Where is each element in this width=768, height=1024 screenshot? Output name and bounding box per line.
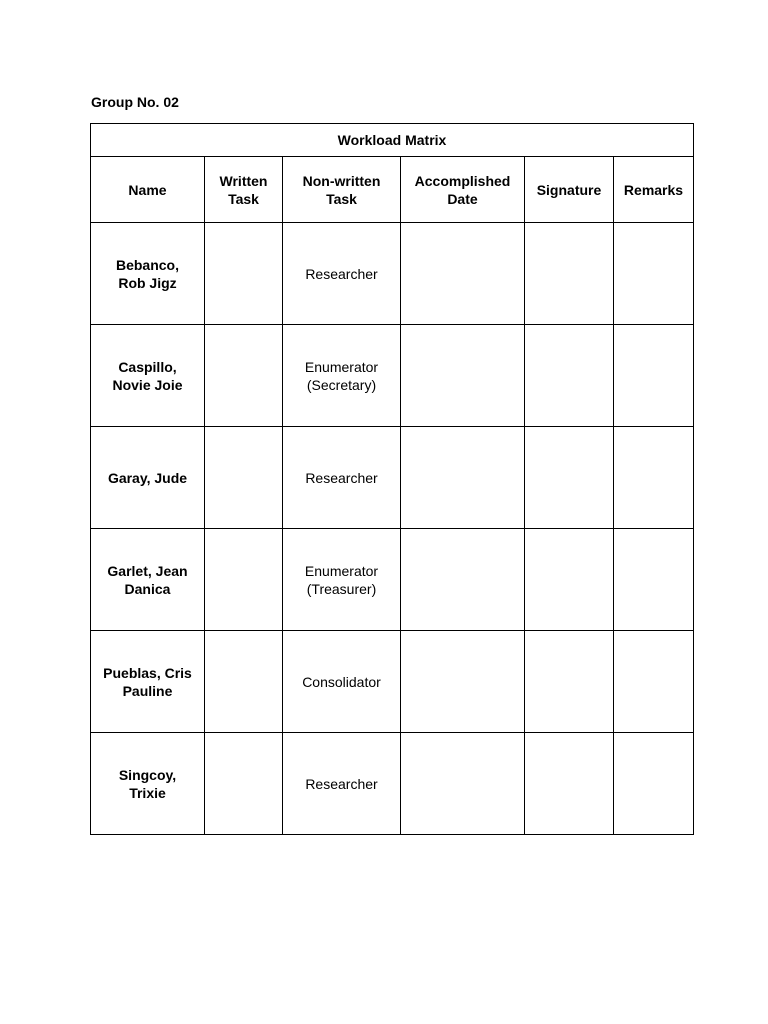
non-written-task-cell [283,631,401,733]
accomplished-date-cell [401,529,525,631]
column-header-non-written-task [283,157,401,223]
task-line: Researcher [305,265,378,282]
written-task-cell [205,223,283,325]
accomplished-date-cell [401,733,525,835]
header-line: Non-written [302,172,381,189]
column-header-remarks [614,157,694,223]
header-line: Written [219,172,268,189]
column-header-signature [525,157,614,223]
name-line: Pauline [122,682,173,699]
remarks-cell [614,631,694,733]
accomplished-date-cell [401,427,525,529]
name-line: Garlet, Jean [107,562,188,579]
non-written-task-cell [283,325,401,427]
remarks-cell [614,325,694,427]
non-written-task-cell [283,427,401,529]
name-cell [91,427,205,529]
header-line: Date [447,190,478,207]
signature-cell [525,223,614,325]
header-line: Accomplished [414,172,511,189]
name-line: Rob Jigz [118,274,177,291]
task-line: (Treasurer) [306,580,377,597]
name-line: Novie Joie [112,376,183,393]
accomplished-date-cell [401,631,525,733]
table-header-row [91,157,694,223]
task-line: Researcher [305,469,378,486]
name-line: Trixie [129,784,166,801]
name-cell [91,223,205,325]
header-line: Signature [536,181,602,198]
written-task-cell [205,733,283,835]
table-row [91,631,694,733]
table-row [91,427,694,529]
task-line: Enumerator [304,562,379,579]
accomplished-date-cell [401,325,525,427]
name-cell [91,631,205,733]
table-title: Workload Matrix [91,124,694,157]
task-line: Enumerator [304,358,379,375]
remarks-cell [614,733,694,835]
written-task-cell [205,631,283,733]
header-line: Task [326,190,357,207]
signature-cell [525,427,614,529]
remarks-cell [614,427,694,529]
table-row [91,529,694,631]
non-written-task-cell [283,529,401,631]
written-task-cell [205,529,283,631]
workload-matrix-table [90,123,694,835]
name-line: Caspillo, [118,358,177,375]
non-written-task-cell [283,733,401,835]
signature-cell [525,325,614,427]
signature-cell [525,529,614,631]
name-line: Bebanco, [115,256,179,273]
column-header-accomplished-date [401,157,525,223]
name-line: Singcoy, [118,766,177,783]
name-line: Danica [124,580,171,597]
name-cell [91,325,205,427]
remarks-cell [614,529,694,631]
written-task-cell [205,427,283,529]
written-task-cell [205,325,283,427]
task-line: (Secretary) [306,376,377,393]
column-header-name [91,157,205,223]
accomplished-date-cell [401,223,525,325]
name-line: Pueblas, Cris [103,664,192,681]
remarks-cell [614,223,694,325]
signature-cell [525,733,614,835]
header-line: Remarks [623,181,684,198]
header-line: Name [128,181,167,198]
table-row [91,223,694,325]
table-row [91,733,694,835]
table-row [91,325,694,427]
task-line: Researcher [305,775,378,792]
name-cell [91,529,205,631]
name-cell [91,733,205,835]
signature-cell [525,631,614,733]
non-written-task-cell [283,223,401,325]
name-line: Garay, Jude [107,469,188,486]
group-number-label: Group No. 02 [91,94,179,110]
table-title-row [91,124,694,157]
column-header-written-task [205,157,283,223]
header-line: Task [228,190,259,207]
task-line: Consolidator [302,673,381,690]
